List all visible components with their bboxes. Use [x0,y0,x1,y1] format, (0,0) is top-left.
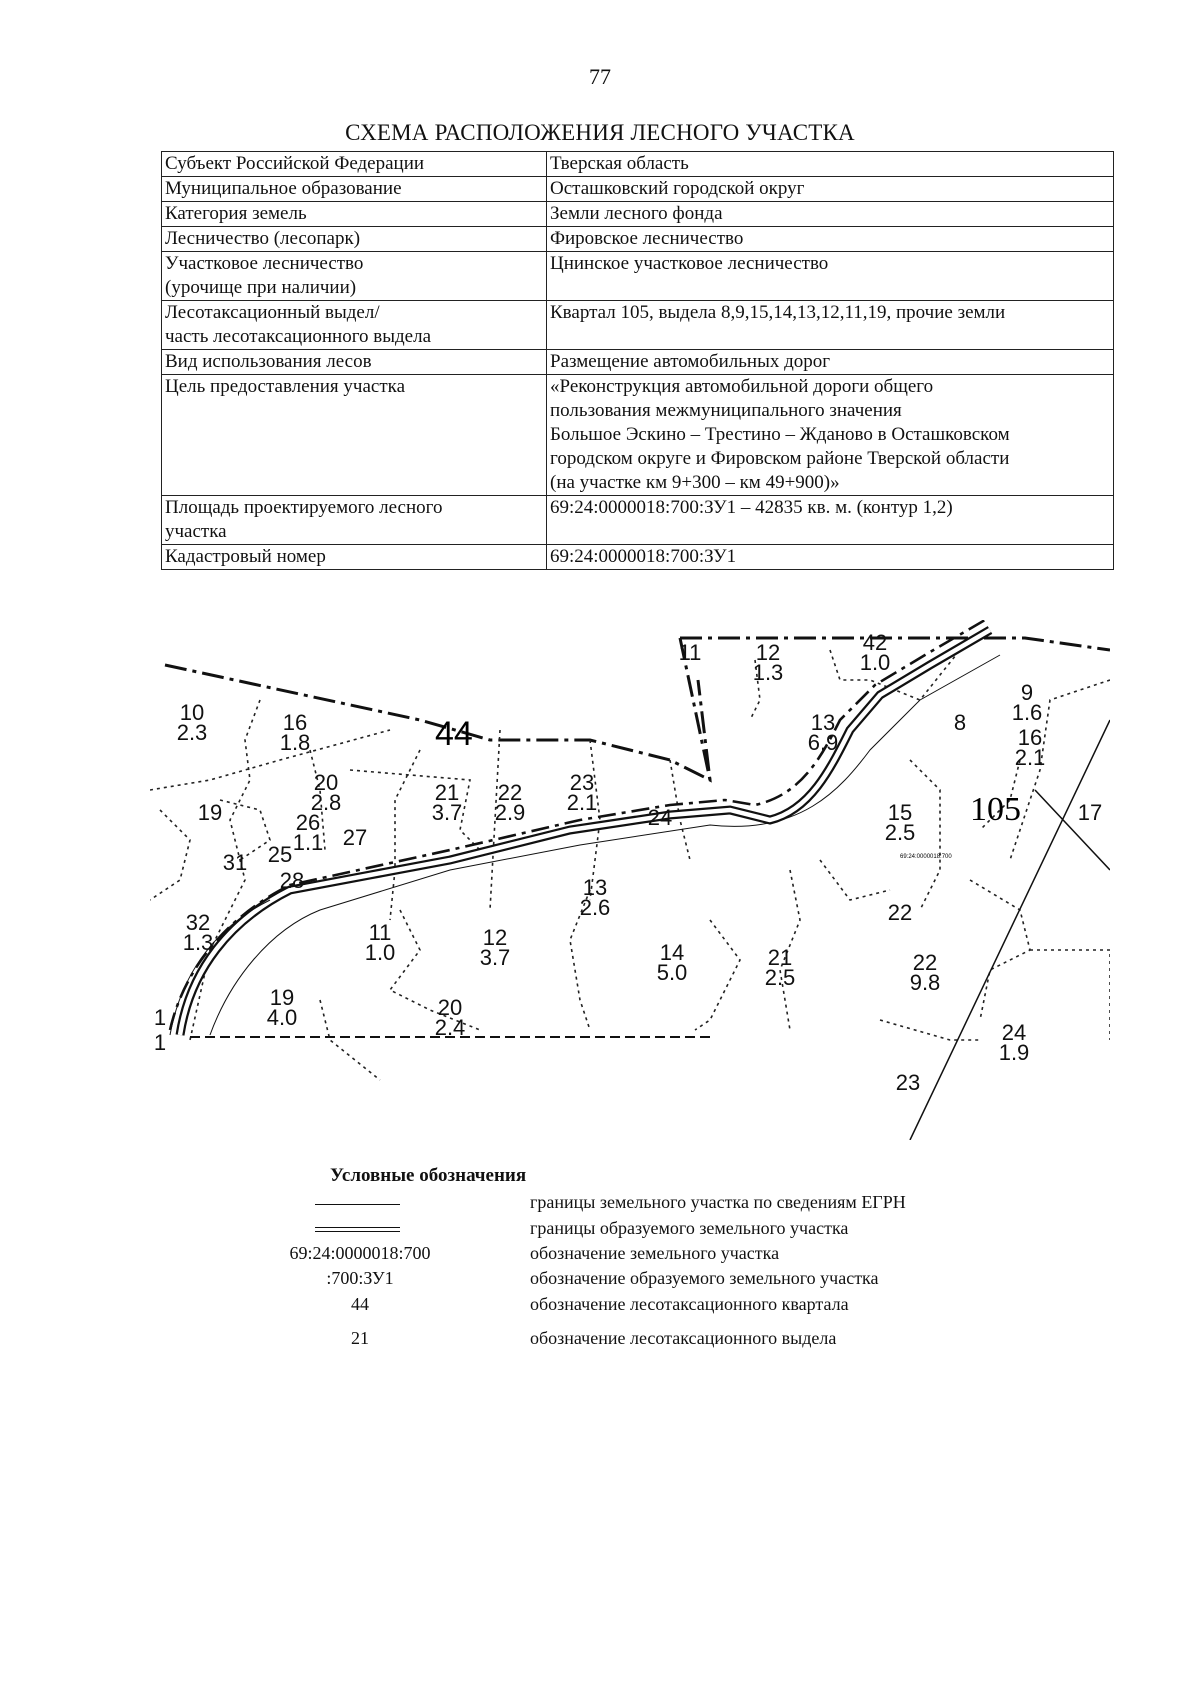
parcel-area: 5.0 [656,960,688,985]
parcel-number: 16 [282,710,308,735]
quarter-boundaries [165,638,1110,780]
parcel-number: 22 [912,950,938,975]
parcel-area: 1.0 [364,940,396,965]
row-value: Размещение автомобильных дорог [547,350,1114,375]
parcel-number: 19 [197,800,223,825]
row-key: Субъект Российской Федерации [162,152,547,177]
legend-item-quarter [240,1294,1120,1318]
row-key: Лесотаксационный выдел/ часть лесотаксационного выдела [162,301,547,350]
row-key: Цель предоставления участка [162,375,547,496]
row-value: Земли лесного фонда [547,202,1114,227]
parcel-area: 2.1 [566,790,598,815]
parcel-area: 2.4 [434,1015,466,1040]
parcel-area: 1.3 [182,930,214,955]
parcel-number: 1 [153,1030,167,1055]
legend-text: обозначение лесотаксационного квартала [530,1294,849,1314]
parcel-number: 11 [678,640,702,665]
parcel-number: 32 [185,910,211,935]
page-number: 77 [589,64,611,89]
legend-title: Условные обозначения [330,1165,527,1186]
row-value: Цнинское участковое лесничество [547,252,1114,301]
row-value: 69:24:0000018:700:ЗУ1 – 42835 кв. м. (контур 1,2) [547,496,1114,545]
info-table [161,151,1114,570]
legend-item-egrn [240,1192,1120,1216]
parcel-area: 2.3 [176,720,208,745]
parcel-number: 24 [1001,1020,1027,1045]
parcel-number: 20 [313,770,339,795]
forest-plot-map [150,620,1110,1140]
parcel-area: 1.9 [998,1040,1030,1065]
table-row [162,227,1114,252]
parcel-area: 1.0 [859,650,891,675]
table-row [162,375,1114,496]
row-key: Категория земель [162,202,547,227]
parcel-number: 22 [887,900,913,925]
quarter-label-105: 105 [970,791,1021,828]
parcel-number: 12 [755,640,781,665]
parcel-number: 1 [153,1005,167,1030]
parcel-number: 14 [659,940,685,965]
table-row [162,496,1114,545]
parcel-area: 6.9 [807,730,839,755]
row-value: Квартал 105, выдела 8,9,15,14,13,12,11,19, прочие земли [547,301,1114,350]
legend-symbol: 69:24:0000018:700 [289,1243,431,1263]
parcel-number: 24 [647,805,673,830]
table-row [162,301,1114,350]
row-value: Осташковский городской округ [547,177,1114,202]
parcel-number: 27 [342,825,368,850]
parcel-number: 26 [295,810,321,835]
legend-symbol: 21 [351,1328,369,1348]
row-value: Фировское лесничество [547,227,1114,252]
parcel-number: 25 [267,842,293,867]
parcel-number: 23 [895,1070,921,1095]
parcel-area: 3.7 [431,800,463,825]
line-symbol [315,1204,400,1205]
parcel-number: 31 [222,850,248,875]
legend-text: обозначение земельного участка [530,1243,780,1263]
quarter-label-44: 44 [435,715,473,753]
parcel-number: 28 [279,868,305,893]
parcel-number: 42 [862,630,888,655]
table-row [162,177,1114,202]
parcel-number: 17 [1077,800,1103,825]
row-value: 69:24:0000018:700:ЗУ1 [547,545,1114,570]
quarter-line-105 [910,720,1110,1140]
parcel-area: 1.1 [292,830,324,855]
table-row [162,545,1114,570]
double-line-symbol [315,1227,400,1232]
legend-text: обозначение образуемого земельного участка [530,1268,879,1288]
row-key: Кадастровый номер [162,545,547,570]
table-row [162,152,1114,177]
row-value: «Реконструкция автомобильной дороги общего пользования межмуниципального значения Большое Эскино – Трестино – Жданово в Осташковском городском округе и Фировском районе Тверской области (на участке км 9+300 – км 49+900)» [547,375,1114,496]
parcel-area: 2.6 [579,895,611,920]
parcel-number: 10 [179,700,205,725]
row-value: Тверская область [547,152,1114,177]
parcel-area: 9.8 [909,970,941,995]
parcel-area: 2.1 [1014,745,1046,770]
document-title: СХЕМА РАСПОЛОЖЕНИЯ ЛЕСНОГО УЧАСТКА [345,120,855,145]
parcel-area: 1.3 [752,660,784,685]
parcel-number: 8 [953,710,967,735]
table-row [162,252,1114,301]
parcel-area: 1.6 [1011,700,1043,725]
parcel-area: 2.9 [494,800,526,825]
legend-text: границы земельного участка по сведениям ЕГРН [530,1192,906,1212]
row-key: Участковое лесничество (урочище при наличии) [162,252,547,301]
parcel-number: 20 [437,995,463,1020]
parcel-labels [154,630,1102,1095]
legend-text: границы образуемого земельного участка [530,1218,849,1238]
parcel-number: 12 [482,925,508,950]
parcel-number: 22 [497,780,523,805]
legend-item-new-plot [240,1218,1120,1242]
row-key: Муниципальное образование [162,177,547,202]
table-row [162,202,1114,227]
parcel-area: 2.5 [884,820,916,845]
parcel-number: 19 [269,985,295,1010]
parcel-number: 21 [767,945,793,970]
table-row [162,350,1114,375]
legend-text: обозначение лесотаксационного выдела [530,1328,837,1348]
legend-item-section [240,1328,1120,1352]
legend-item-plot-label [240,1243,1120,1267]
parcel-number: 13 [810,710,836,735]
parcel-number: 13 [582,875,608,900]
parcel-area: 2.8 [310,790,342,815]
parcel-number: 21 [434,780,460,805]
parcel-area: 4.0 [266,1005,298,1030]
legend-symbol: :700:ЗУ1 [326,1268,394,1288]
parcel-number: 11 [368,920,392,945]
parcel-number: 23 [569,770,595,795]
plot-label: 69:24:0000018:700 [900,854,952,860]
parcel-area: 1.8 [279,730,311,755]
parcel-area: 3.7 [479,945,511,970]
row-key: Лесничество (лесопарк) [162,227,547,252]
parcel-number: 9 [1020,680,1034,705]
parcel-number: 16 [1017,725,1043,750]
parcel-area: 2.5 [764,965,796,990]
legend-item-new-plot-label [240,1268,1120,1292]
row-key: Площадь проектируемого лесного участка [162,496,547,545]
legend-symbol: 44 [351,1294,369,1314]
parcel-number: 15 [887,800,913,825]
row-key: Вид использования лесов [162,350,547,375]
